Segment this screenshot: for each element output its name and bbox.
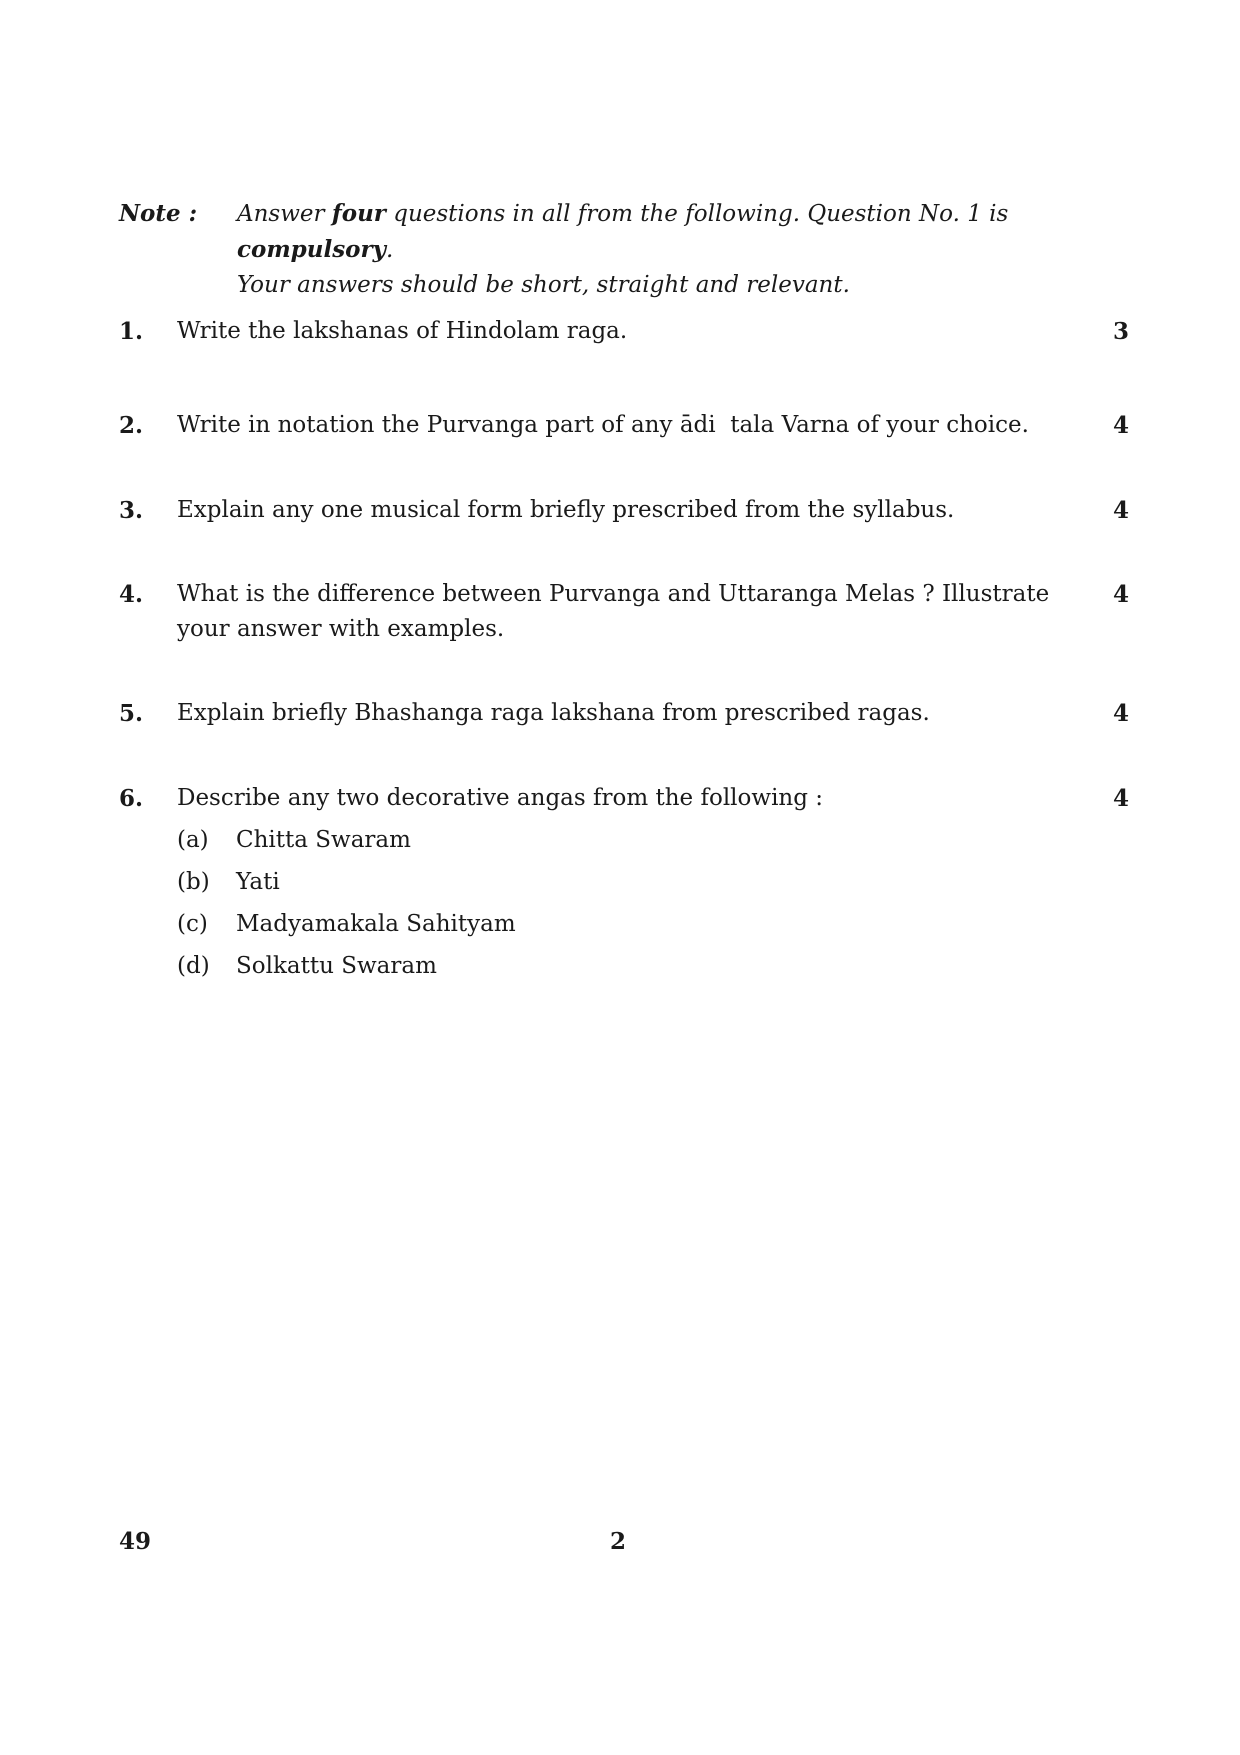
option-label: (d) (177, 953, 210, 979)
question-text: Describe any two decorative angas from the following : (177, 785, 824, 811)
note-label: Note : (119, 200, 198, 227)
question-text: Write the lakshanas of Hindolam raga. (177, 318, 628, 344)
paper-code: 49 (119, 1528, 152, 1555)
question-text (177, 408, 1077, 443)
note-line-1 (237, 196, 1129, 268)
question-text-part: Write in notation the Purvanga part of any (177, 412, 680, 438)
question-text-adi: ādi (679, 412, 716, 438)
question-number: 2. (119, 412, 144, 439)
note-emphasis-compulsory: compulsory (237, 236, 386, 263)
question-text: What is the difference between Purvanga and Uttaranga Melas ? Illustrate your answer with examples. (177, 581, 1050, 642)
question-marks: 4 (1112, 412, 1129, 439)
option-text: Chitta Swaram (236, 827, 411, 853)
option-label: (c) (177, 911, 208, 937)
option-label: (b) (177, 869, 210, 895)
note-text: . (386, 237, 394, 263)
note-body (237, 196, 1129, 303)
question-marks: 4 (1112, 581, 1129, 608)
question-number: 1. (119, 318, 144, 345)
question-marks: 4 (1112, 497, 1129, 524)
question-text-part: tala Varna of your choice. (715, 412, 1029, 438)
question-text: Explain any one musical form briefly prescribed from the syllabus. (177, 497, 955, 523)
page-number: 2 (610, 1528, 627, 1555)
question-number: 6. (119, 785, 144, 812)
question-number: 4. (119, 581, 144, 608)
question-number: 3. (119, 497, 144, 524)
note-emphasis-four: four (331, 200, 386, 227)
question-marks: 4 (1112, 700, 1129, 727)
option-text: Solkattu Swaram (236, 953, 437, 979)
note-line-2: Your answers should be short, straight and relevant. (237, 272, 850, 298)
note-text: Answer (237, 201, 332, 227)
question-number: 5. (119, 700, 144, 727)
option-text: Madyamakala Sahityam (236, 911, 516, 937)
note-text: questions in all from the following. Question No. 1 is (385, 201, 1009, 227)
option-text: Yati (236, 869, 280, 895)
question-marks: 4 (1112, 785, 1129, 812)
question-marks: 3 (1112, 318, 1129, 345)
option-label: (a) (177, 827, 209, 853)
question-text: Explain briefly Bhashanga raga lakshana from prescribed ragas. (177, 700, 930, 726)
